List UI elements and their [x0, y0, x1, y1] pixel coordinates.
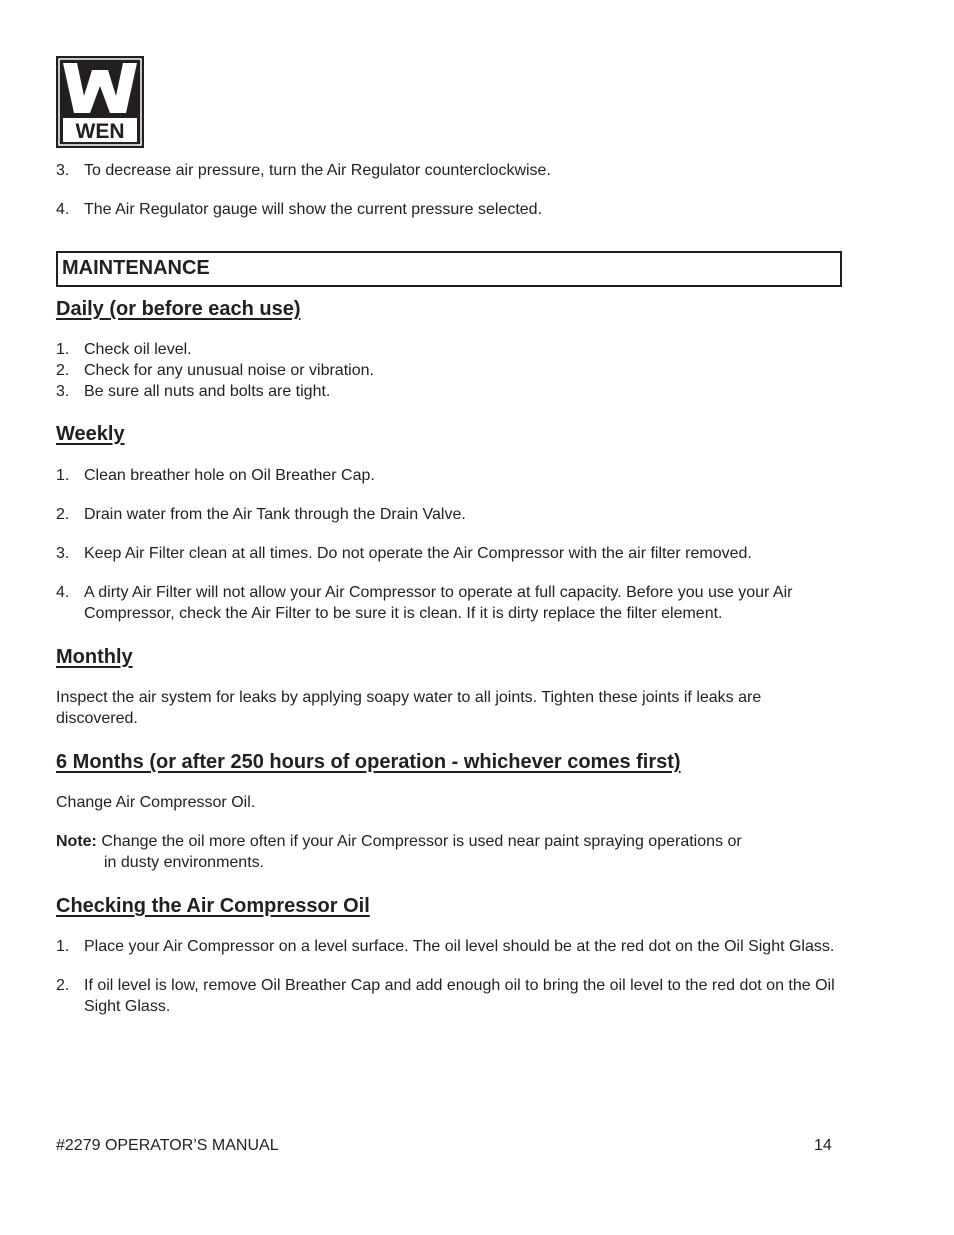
list-item: 4. The Air Regulator gauge will show the current pressure selected.: [56, 201, 543, 218]
six-months-heading: 6 Months (or after 250 hours of operation - whichever comes first): [56, 751, 681, 773]
daily-heading: Daily (or before each use): [56, 298, 301, 320]
six-months-text: Change Air Compressor Oil.: [56, 794, 256, 811]
weekly-heading: Weekly: [56, 423, 125, 445]
note-text-continued: in dusty environments.: [104, 854, 265, 871]
footer-page-number: 14: [814, 1137, 832, 1154]
wen-logo: [56, 56, 144, 148]
list-item: 4. A dirty Air Filter will not allow your Air Compressor to operate at full capacity. Before you use your Air Compressor, check the Air Filter to be sure it is clean. If it is dirty replace the filter element.: [56, 584, 793, 622]
list-item: 1. Clean breather hole on Oil Breather Cap.: [56, 467, 375, 484]
monthly-text: Inspect the air system for leaks by applying soapy water to all joints. Tighten these joints if leaks are discovered.: [56, 689, 762, 727]
checking-list: [56, 936, 836, 1017]
note-label: Note:: [56, 833, 97, 850]
list-item: 2. Check for any unusual noise or vibration.: [56, 362, 374, 379]
list-item: 1. Check oil level.: [56, 341, 192, 358]
daily-list: [56, 339, 374, 402]
list-item: 2. If oil level is low, remove Oil Breather Cap and add enough oil to bring the oil level to the red dot on the Oil Sight Glass.: [56, 977, 835, 1015]
list-item: 3. To decrease air pressure, turn the Air Regulator counterclockwise.: [56, 162, 551, 179]
note-text: Change the oil more often if your Air Compressor is used near paint spraying operations or: [101, 833, 742, 850]
list-item: 3. Be sure all nuts and bolts are tight.: [56, 383, 331, 400]
footer-manual-title: #2279 OPERATOR’S MANUAL: [56, 1137, 279, 1154]
logo-text: WEN: [75, 120, 125, 143]
weekly-list: [56, 465, 836, 624]
checking-heading: Checking the Air Compressor Oil: [56, 895, 370, 917]
note: [56, 831, 836, 873]
top-list: [56, 160, 551, 220]
list-item: 3. Keep Air Filter clean at all times. Do not operate the Air Compressor with the air filter removed.: [56, 545, 752, 562]
maintenance-section-title: MAINTENANCE: [56, 251, 842, 287]
list-item: 1. Place your Air Compressor on a level surface. The oil level should be at the red dot on the Oil Sight Glass.: [56, 938, 835, 955]
monthly-heading: Monthly: [56, 646, 133, 668]
list-item: 2. Drain water from the Air Tank through the Drain Valve.: [56, 506, 466, 523]
